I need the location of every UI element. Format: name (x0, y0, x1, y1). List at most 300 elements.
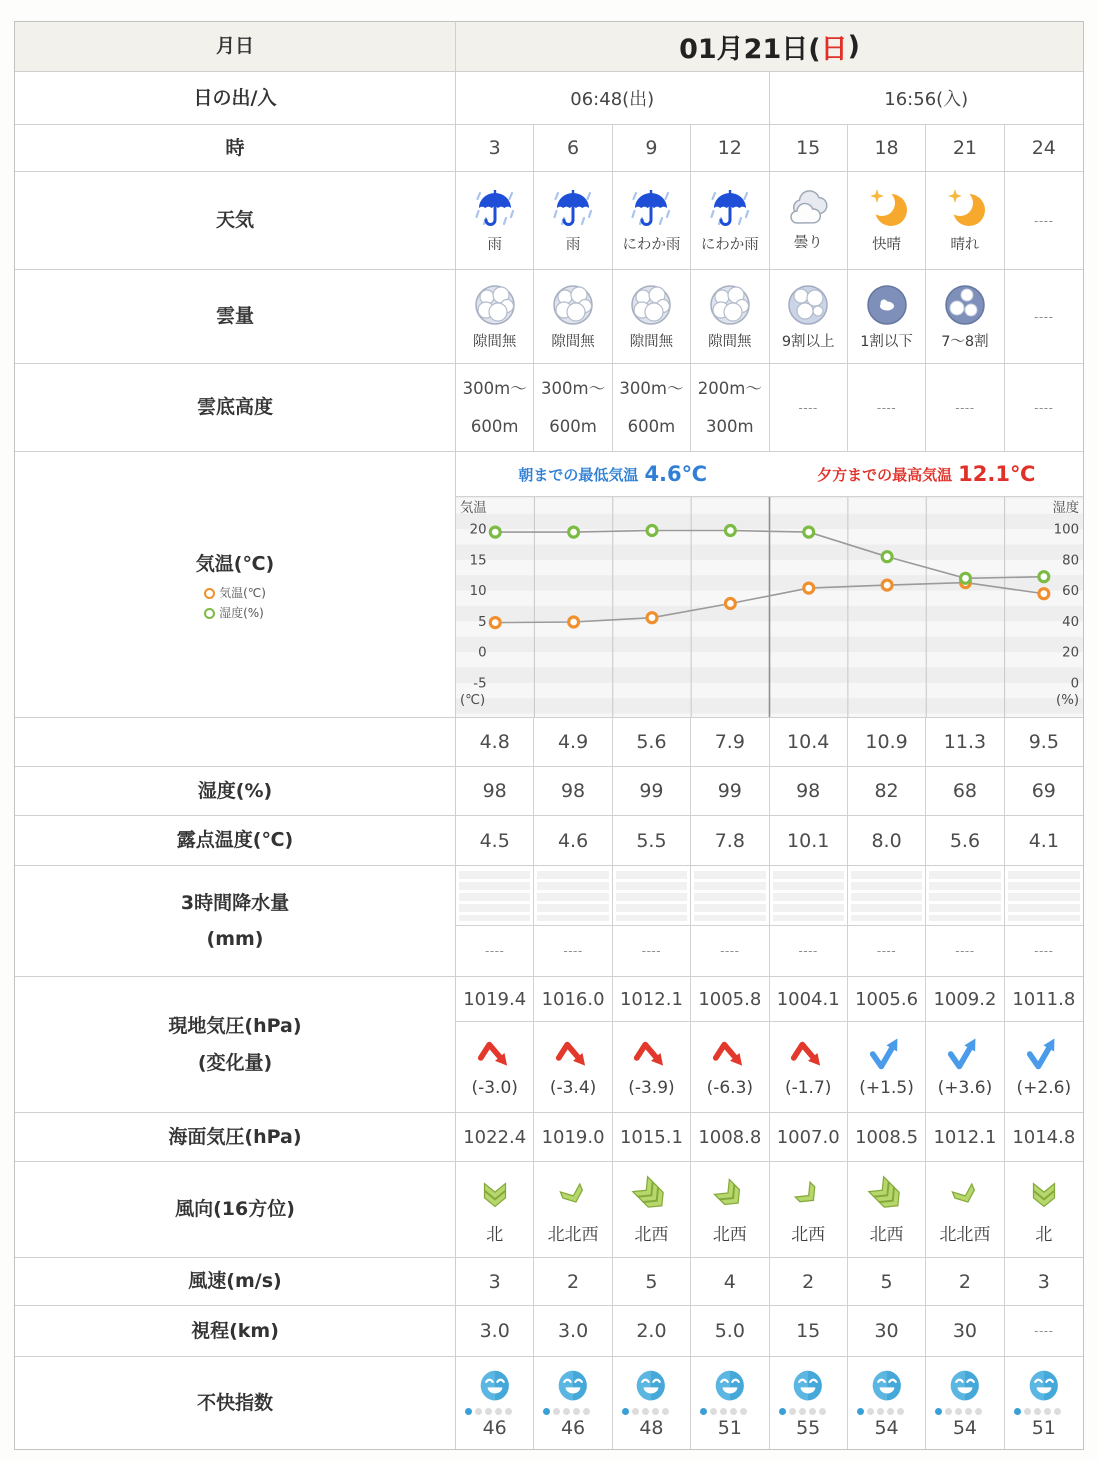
visibility-value (1005, 1306, 1083, 1356)
wind-direction-cell (1005, 1162, 1083, 1257)
discomfort-face-icon (554, 1368, 592, 1405)
no-data-dashes: ---- (720, 944, 740, 958)
cloud-amount-cell (848, 270, 926, 363)
dew-point-value: 4.5 (456, 816, 534, 865)
dew-point-row-label: 露点温度(℃) (15, 816, 456, 865)
dew-point-value: 5.6 (926, 816, 1004, 865)
hour-value: 3 (456, 125, 534, 171)
pressure-down-arrow-icon (476, 1037, 514, 1075)
svg-text:湿度: 湿度 (1052, 500, 1080, 517)
temperature-humidity-chart-svg (456, 497, 1083, 717)
pressure-up-arrow-icon (946, 1037, 984, 1075)
wind-speed-value: 3 (1037, 1270, 1050, 1293)
min-temp-label: 朝までの最低気温 (518, 465, 639, 484)
dew-point-value: 8.0 (848, 816, 926, 865)
humidity-value: 68 (926, 767, 1004, 815)
cloud-amount-7-icon (942, 282, 988, 328)
wind-direction-chevron-icon (552, 1174, 594, 1216)
humidity-value: 98 (456, 767, 534, 815)
weather-cell-label: 曇り (793, 235, 823, 251)
discomfort-level-dots (857, 1408, 904, 1415)
cloud-amount-cell (456, 270, 534, 363)
local-pressure-value: 1004.1 (770, 977, 848, 1022)
hour-value: 24 (1031, 137, 1056, 159)
wind-direction-label: 北北西 (547, 1225, 599, 1245)
date-close: ) (847, 31, 860, 62)
row-date (15, 22, 1083, 72)
wind-direction-label: 北 (486, 1225, 504, 1245)
no-data-dashes: ---- (798, 944, 818, 958)
row-temperature-values (15, 718, 1083, 767)
moon-icon (865, 187, 909, 231)
max-temp-value: 12.1℃ (958, 462, 1036, 486)
discomfort-cell (848, 1357, 926, 1449)
discomfort-cell (1005, 1357, 1083, 1449)
cloud-amount-cell-label: 9割以上 (781, 334, 835, 350)
wind-direction-cell (691, 1162, 769, 1257)
local-pressure-value: 1011.8 (1005, 977, 1083, 1022)
precipitation-bar-area (456, 866, 534, 926)
weather-cell (456, 172, 534, 269)
cloud-amount-cell (1005, 270, 1083, 363)
no-data-dashes: ---- (876, 944, 897, 958)
no-data-dashes: ---- (1034, 1324, 1054, 1338)
pressure-change-cell (691, 1022, 769, 1112)
wind-direction-chevron-icon (944, 1174, 986, 1216)
pressure-down-arrow-icon (632, 1037, 670, 1075)
cloud-amount-cell-label: 1割以下 (860, 334, 913, 350)
discomfort-value: 48 (639, 1416, 664, 1439)
discomfort-row-label: 不快指数 (15, 1357, 456, 1449)
svg-text:20: 20 (469, 522, 487, 538)
no-data-dashes: ---- (485, 944, 505, 958)
precipitation-value (770, 926, 848, 976)
wind-direction-row-label: 風向(16方位) (15, 1162, 456, 1257)
wind-speed-value: 2 (770, 1258, 848, 1305)
local-pressure-value: 1012.1 (613, 977, 691, 1022)
weather-cell (613, 172, 691, 269)
wind-direction-label: 北西 (634, 1225, 669, 1245)
discomfort-face-icon (1025, 1368, 1063, 1405)
svg-text:20: 20 (1062, 645, 1080, 661)
discomfort-value: 55 (796, 1416, 821, 1439)
discomfort-cell (534, 1357, 612, 1449)
temperature-values-spacer (15, 718, 456, 766)
local-pressure-row-label (15, 977, 456, 1112)
pressure-change-value: (-3.0) (471, 1077, 518, 1098)
cloud-amount-cell (691, 270, 769, 363)
no-data-dashes: ---- (1034, 213, 1054, 228)
pressure-change-cell (848, 1022, 926, 1112)
wind-direction-chevron-icon (787, 1174, 829, 1216)
rain-icon (550, 187, 596, 231)
rain-icon (707, 187, 753, 231)
wind-speed-row-label: 風速(m/s) (15, 1258, 456, 1305)
date-sunday: 日 (820, 34, 848, 65)
weather-cell (534, 172, 612, 269)
cloud-amount-full-icon (707, 282, 753, 328)
weather-cell-label: にわか雨 (622, 237, 681, 253)
precipitation-value (613, 926, 691, 976)
wind-direction-label: 北西 (712, 1225, 747, 1245)
weather-cell (926, 172, 1004, 269)
discomfort-cell (691, 1357, 769, 1449)
cloud-amount-cell-label: 7〜8割 (941, 334, 989, 350)
weather-cell-label: 雨 (487, 237, 502, 253)
precipitation-bar-area (691, 866, 769, 926)
cloud-base-value: 300m〜 600m (456, 364, 534, 451)
moon-icon (943, 187, 987, 231)
svg-text:(℃): (℃) (459, 692, 486, 709)
row-sunrise-sunset (15, 72, 1083, 125)
wind-direction-cell (926, 1162, 1004, 1257)
max-temp (770, 452, 1084, 496)
humidity-value: 99 (691, 767, 769, 815)
weather-row-label: 天気 (15, 172, 456, 269)
discomfort-cell (456, 1357, 534, 1449)
row-humidity (15, 767, 1083, 816)
pressure-change-value: (-1.7) (784, 1077, 832, 1098)
sun-row-label: 日の出/入 (15, 72, 456, 124)
hour-value: 6 (534, 125, 612, 171)
row-wind-speed (15, 1258, 1083, 1306)
cloud-amount-row-label: 雲量 (15, 270, 456, 363)
weather-cell-label: 快晴 (872, 237, 902, 253)
wind-direction-label: 北西 (869, 1225, 904, 1245)
discomfort-level-dots (543, 1408, 590, 1415)
pressure-down-arrow-icon (789, 1037, 827, 1075)
pressure-change-value: (-3.4) (549, 1077, 597, 1098)
discomfort-face-icon (632, 1368, 670, 1405)
sea-pressure-value: 1012.1 (926, 1113, 1004, 1161)
weather-cell (770, 172, 848, 269)
hour-value: 21 (926, 125, 1004, 171)
hour-value: 18 (848, 125, 926, 171)
hour-value: 9 (613, 125, 691, 171)
weather-forecast-page (14, 21, 1084, 1450)
temperature-humidity-chart (456, 497, 1083, 717)
rain-icon (628, 187, 674, 231)
discomfort-cell (926, 1357, 1004, 1449)
hour-value: 15 (770, 125, 848, 171)
discomfort-value: 51 (1031, 1416, 1056, 1439)
cloud-base-value (1005, 364, 1083, 451)
cloud-amount-cell-label: 隙間無 (629, 334, 674, 350)
wind-direction-chevron-icon (474, 1174, 516, 1216)
svg-text:-5: -5 (473, 676, 487, 692)
min-temp-value: 4.6℃ (644, 462, 708, 486)
legend-item: 湿度(%) (204, 604, 266, 623)
pressure-change-value: (-3.9) (628, 1077, 675, 1098)
discomfort-cell (613, 1357, 691, 1449)
temperature-value: 4.8 (456, 718, 534, 766)
cloud-base-value (770, 364, 848, 451)
wind-speed-value: 5 (613, 1258, 691, 1305)
row-cloud-base (15, 364, 1083, 452)
precipitation-bar-area (770, 866, 848, 926)
max-temp-label: 夕方までの最高気温 (817, 465, 953, 484)
wind-direction-label: 北 (1035, 1225, 1053, 1245)
weather-cell-label: にわか雨 (700, 237, 759, 253)
cloud-amount-cell (770, 270, 848, 363)
sea-pressure-value: 1008.5 (848, 1113, 926, 1161)
precipitation-bar-area (613, 866, 691, 926)
discomfort-value: 51 (717, 1416, 742, 1439)
cloud-base-row-label: 雲底高度 (15, 364, 456, 451)
discomfort-level-dots (1014, 1408, 1061, 1415)
pressure-change-cell (613, 1022, 691, 1112)
temperature-value: 9.5 (1028, 731, 1059, 753)
row-cloud-amount (15, 270, 1083, 364)
rain-icon (472, 187, 518, 231)
sea-pressure-value: 1022.4 (456, 1113, 534, 1161)
cloud-amount-cell-label: 隙間無 (551, 334, 595, 350)
visibility-row-label: 視程(km) (15, 1306, 456, 1356)
wind-speed-value: 5 (848, 1258, 926, 1305)
row-precipitation (15, 866, 1083, 977)
weather-forecast-table (14, 21, 1084, 1450)
cloud-amount-1-icon (864, 282, 910, 328)
visibility-value: 2.0 (613, 1306, 691, 1356)
humidity-value: 69 (1031, 780, 1056, 802)
local-pressure-value: 1009.2 (926, 977, 1004, 1022)
precipitation-label-line2: (mm) (206, 928, 264, 950)
weather-cell (1005, 172, 1083, 269)
discomfort-value: 54 (952, 1416, 978, 1439)
sea-pressure-value: 1019.0 (534, 1113, 612, 1161)
no-data-dashes: ---- (955, 400, 975, 415)
discomfort-value: 46 (560, 1416, 586, 1439)
visibility-value: 3.0 (534, 1306, 612, 1356)
svg-text:0: 0 (478, 645, 487, 661)
svg-text:15: 15 (469, 553, 487, 569)
cloud-amount-full-icon (472, 282, 518, 328)
svg-text:80: 80 (1062, 553, 1080, 569)
legend-item: 気温(℃) (204, 584, 266, 603)
row-sea-pressure (15, 1113, 1083, 1162)
cloud-amount-cell (534, 270, 612, 363)
wind-speed-value: 2 (534, 1258, 612, 1305)
wind-speed-value: 3 (456, 1258, 534, 1305)
svg-text:40: 40 (1062, 614, 1080, 630)
pressure-change-value: (+2.6) (1016, 1077, 1072, 1098)
wind-direction-chevron-icon (709, 1174, 751, 1216)
hours-row-label: 時 (15, 125, 456, 171)
temperature-value: 7.9 (691, 718, 769, 766)
no-data-dashes: ---- (1034, 400, 1054, 415)
wind-direction-cell (456, 1162, 534, 1257)
hour-value: 12 (691, 125, 769, 171)
no-data-dashes: ---- (876, 400, 897, 415)
sunset-time: 16:56(入) (884, 89, 969, 110)
pressure-change-value: (+3.6) (937, 1077, 993, 1098)
date-row-label: 月日 (15, 22, 456, 71)
temperature-row-label (15, 452, 456, 717)
no-data-dashes: ---- (641, 944, 662, 958)
precipitation-value (1005, 926, 1083, 976)
min-temp (456, 452, 770, 496)
weather-cell (848, 172, 926, 269)
svg-text:10: 10 (469, 584, 487, 600)
local-pressure-label-line1: 現地気圧(hPa) (168, 1015, 302, 1038)
discomfort-level-dots (700, 1408, 747, 1415)
visibility-value: 5.0 (691, 1306, 769, 1356)
svg-text:5: 5 (478, 614, 487, 630)
humidity-value: 99 (613, 767, 691, 815)
pressure-change-cell (926, 1022, 1004, 1112)
humidity-value: 98 (770, 767, 848, 815)
wind-direction-chevron-icon (630, 1174, 672, 1216)
row-discomfort-index (15, 1357, 1083, 1449)
precipitation-bar-area (848, 866, 926, 926)
visibility-value: 3.0 (456, 1306, 534, 1356)
wind-direction-cell (534, 1162, 612, 1257)
cloud-amount-9-icon (785, 282, 831, 328)
wind-speed-value: 2 (926, 1258, 1004, 1305)
svg-text:100: 100 (1053, 522, 1080, 538)
precipitation-value (534, 926, 612, 976)
temperature-value: 10.9 (848, 718, 926, 766)
local-pressure-label-line2: (変化量) (197, 1051, 273, 1074)
precipitation-value (691, 926, 769, 976)
pressure-change-value: (+1.5) (859, 1077, 914, 1098)
discomfort-value: 46 (482, 1416, 507, 1439)
weather-cell-label: 晴れ (950, 237, 980, 253)
precipitation-label-line1: 3時間降水量 (180, 891, 290, 914)
discomfort-face-icon (868, 1368, 906, 1405)
wind-direction-chevron-icon (1023, 1174, 1065, 1216)
legend-marker-icon (204, 608, 215, 619)
precipitation-value (456, 926, 534, 976)
discomfort-level-dots (935, 1408, 982, 1415)
svg-text:0: 0 (1070, 676, 1080, 692)
visibility-value: 30 (926, 1306, 1004, 1356)
precipitation-value (848, 926, 926, 976)
sea-pressure-value: 1008.8 (691, 1113, 769, 1161)
cloud-amount-cell (926, 270, 1004, 363)
pressure-up-arrow-icon (868, 1037, 906, 1075)
sea-pressure-row-label: 海面気圧(hPa) (15, 1113, 456, 1161)
dew-point-value: 4.6 (534, 816, 612, 865)
legend-marker-icon (204, 588, 215, 599)
wind-speed-value: 4 (691, 1258, 769, 1305)
pressure-down-arrow-icon (554, 1037, 592, 1075)
dew-point-value: 4.1 (1028, 829, 1059, 852)
temperature-chart-title: 気温(℃) (195, 553, 275, 576)
visibility-value: 30 (848, 1306, 926, 1356)
pressure-change-cell (534, 1022, 612, 1112)
temperature-value: 11.3 (926, 718, 1004, 766)
pressure-change-cell (456, 1022, 534, 1112)
discomfort-level-dots (779, 1408, 826, 1415)
precipitation-bar-area (926, 866, 1004, 926)
discomfort-face-icon (946, 1368, 984, 1405)
row-dew-point (15, 816, 1083, 866)
sunrise-time: 06:48(出) (456, 72, 770, 124)
humidity-row-label: 湿度(%) (15, 767, 456, 815)
precipitation-row-label (15, 866, 456, 976)
temperature-value: 4.9 (534, 718, 612, 766)
pressure-change-cell (770, 1022, 848, 1112)
sea-pressure-value: 1007.0 (770, 1113, 848, 1161)
discomfort-value: 54 (874, 1416, 899, 1439)
humidity-value: 98 (534, 767, 612, 815)
cloud-base-value: 300m〜 600m (534, 364, 612, 451)
humidity-value: 82 (848, 767, 926, 815)
pressure-change-value: (-6.3) (706, 1077, 754, 1098)
no-data-dashes: ---- (955, 944, 975, 958)
wind-direction-label: 北北西 (939, 1225, 991, 1245)
sea-pressure-value: 1015.1 (613, 1113, 691, 1161)
temperature-extremes (456, 452, 1083, 497)
row-wind-direction (15, 1162, 1083, 1258)
cloud-amount-full-icon (550, 282, 596, 328)
svg-text:60: 60 (1062, 584, 1080, 600)
cloud-amount-cell-label: 隙間無 (472, 334, 517, 350)
weather-cell-label: 雨 (565, 237, 581, 253)
row-weather (15, 172, 1083, 270)
precipitation-bar-area (1005, 866, 1083, 926)
cloud-icon (785, 189, 831, 229)
wind-direction-cell (848, 1162, 926, 1257)
sea-pressure-value: 1014.8 (1012, 1126, 1076, 1148)
discomfort-face-icon (711, 1368, 749, 1405)
cloud-base-value: 300m〜 600m (613, 364, 691, 451)
no-data-dashes: ---- (1034, 309, 1054, 324)
local-pressure-value: 1016.0 (534, 977, 612, 1022)
no-data-dashes: ---- (563, 944, 583, 958)
dew-point-value: 10.1 (770, 816, 848, 865)
cloud-base-value (926, 364, 1004, 451)
cloud-base-value: 200m〜 300m (691, 364, 769, 451)
row-visibility (15, 1306, 1083, 1357)
row-local-pressure (15, 977, 1083, 1113)
wind-direction-cell (613, 1162, 691, 1257)
date-text: 01月21日( (679, 34, 821, 65)
pressure-down-arrow-icon (711, 1037, 749, 1075)
svg-text:気温: 気温 (459, 500, 487, 517)
row-hours (15, 125, 1083, 172)
wind-direction-chevron-icon (866, 1174, 908, 1216)
weather-cell (691, 172, 769, 269)
pressure-change-cell (1005, 1022, 1083, 1112)
precipitation-value (926, 926, 1004, 976)
temperature-value: 5.6 (613, 718, 691, 766)
row-temperature-chart (15, 452, 1083, 718)
cloud-amount-cell (613, 270, 691, 363)
cloud-amount-full-icon (628, 282, 674, 328)
wind-direction-cell (770, 1162, 848, 1257)
dew-point-value: 7.8 (691, 816, 769, 865)
visibility-value: 15 (770, 1306, 848, 1356)
discomfort-face-icon (476, 1368, 514, 1405)
discomfort-face-icon (789, 1368, 827, 1405)
page-title (456, 22, 1083, 71)
local-pressure-value: 1005.8 (691, 977, 769, 1022)
precipitation-bar-area (534, 866, 612, 926)
cloud-base-value (848, 364, 926, 451)
temperature-value: 10.4 (770, 718, 848, 766)
discomfort-level-dots (622, 1408, 669, 1415)
svg-text:(%): (%) (1056, 692, 1080, 709)
discomfort-cell (770, 1357, 848, 1449)
local-pressure-value: 1005.6 (848, 977, 926, 1022)
local-pressure-value: 1019.4 (456, 977, 534, 1022)
no-data-dashes: ---- (1034, 944, 1054, 958)
chart-legend (204, 584, 266, 622)
dew-point-value: 5.5 (613, 816, 691, 865)
cloud-amount-cell-label: 隙間無 (708, 334, 752, 350)
